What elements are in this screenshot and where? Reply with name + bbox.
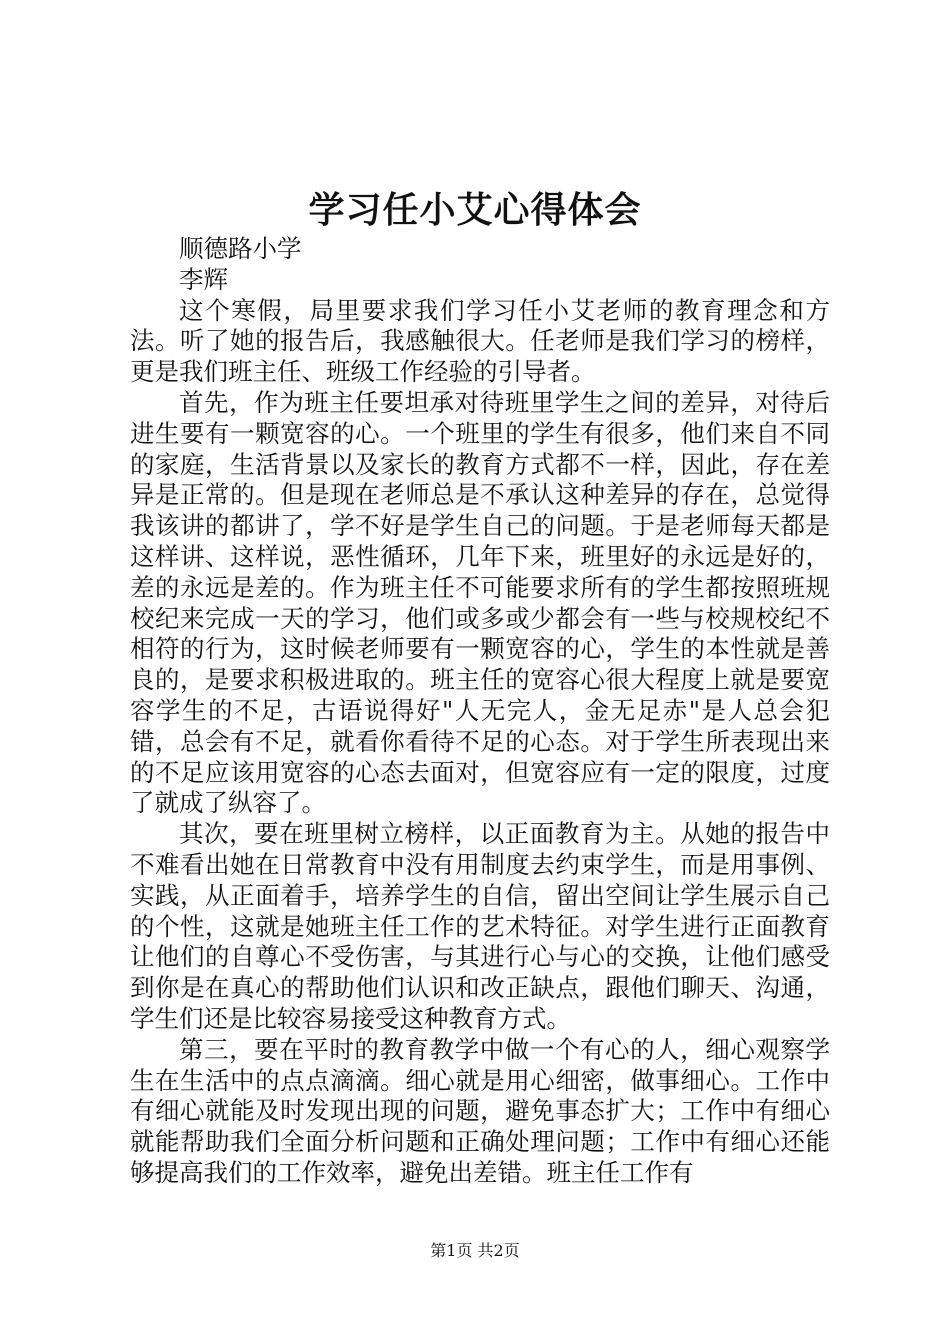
paragraph-2: 首先，作为班主任要坦承对待班里学生之间的差异，对待后进生要有一颗宽容的心。一个班里的学生有很多，他们来自不同的家庭，生活背景以及家长的教育方式都不一样，因此，存在差异是正常的。但是现在老师总是不承认这种差异的存在，总觉得我该讲的都讲了，学不好是学生自己的问题。于是老师每天都是这样讲、这样说，恶性循环，几年下来，班里好的永远是好的，差的永远是差的。作为班主任不可能要求所有的学生都按照班规校纪来完成一天的学习，他们或多或少都会有一些与校规校纪不相符的行为，这时候老师要有一颗宽容的心，学生的本性就是善良的，是要求积极进取的。班主任的宽容心很大程度上就是要宽容学生的不足，古语说得好"人无完人，金无足赤"是人总会犯错，总会有不足，就看你看待不足的心态。对于学生所表现出来的不足应该用宽容的心态去面对，但宽容应有一定的限度，过度了就成了纵容了。	[130, 387, 830, 818]
paragraph-3: 其次，要在班里树立榜样，以正面教育为主。从她的报告中不难看出她在日常教育中没有用制度去约束学生，而是用事例、实践，从正面着手，培养学生的自信，留出空间让学生展示自己的个性，这就是她班主任工作的艺术特征。对学生进行正面教育让他们的自尊心不受伤害，与其进行心与心的交换，让他们感受到你是在真心的帮助他们认识和改正缺点，跟他们聊天、沟通，学生们还是比较容易接受这种教育方式。	[130, 819, 830, 1033]
author-line: 李辉	[179, 264, 228, 294]
document-body	[130, 234, 830, 1189]
paragraph-4: 第三，要在平时的教育教学中做一个有心的人，细心观察学生在生活中的点点滴滴。细心就是用心细密，做事细心。工作中有细心就能及时发现出现的问题，避免事态扩大；工作中有细心就能帮助我们全面分析问题和正确处理问题；工作中有细心还能够提高我们的工作效率，避免出差错。班主任工作有	[130, 1034, 830, 1187]
document-title: 学习任小艾心得体会	[308, 189, 642, 231]
paragraph-1: 这个寒假，局里要求我们学习任小艾老师的教育理念和方法。听了她的报告后，我感触很大。任老师是我们学习的榜样，更是我们班主任、班级工作经验的引导者。	[130, 295, 830, 387]
page-footer: 第1页 共2页	[430, 1241, 520, 1260]
school-line: 顺德路小学	[179, 234, 302, 263]
